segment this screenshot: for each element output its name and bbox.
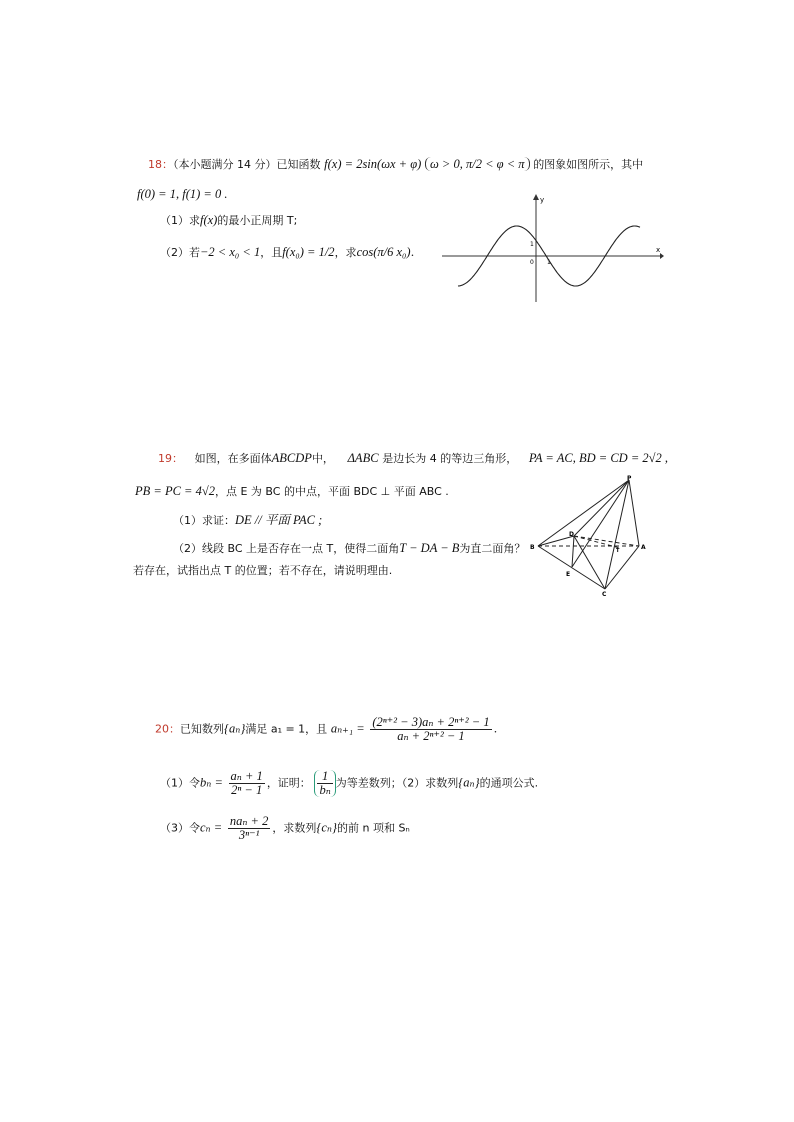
vertex-T: T	[616, 548, 620, 554]
q19-eq1: PA = AC, BD = CD = 2√2 ,	[528, 451, 668, 465]
q20-cn-fraction	[228, 815, 271, 842]
q18-p2-mid: ，且	[260, 246, 283, 259]
q18-p2-range: −2 < x₀ < 1	[200, 245, 261, 259]
q20-p3-tail: ，求数列	[272, 821, 317, 835]
q19-line2	[135, 483, 449, 500]
q20-p3-end: 的前 n 项和 Sₙ	[336, 821, 410, 835]
q18-p2-prefix: （2）若	[160, 246, 200, 259]
q19-triangle: ΔABC	[347, 451, 379, 465]
q20-cn: cₙ =	[200, 820, 223, 835]
edge-BP	[538, 480, 629, 546]
edge-DC	[574, 536, 605, 589]
q19-eq2: PB = PC = 4√2	[135, 484, 215, 498]
edge-CP	[605, 480, 629, 589]
q20-frac-num: (2ⁿ⁺² − 3)aₙ + 2ⁿ⁺² − 1	[372, 715, 490, 729]
q20-arith: 为等差数列；（2）求数列	[335, 776, 459, 790]
q19-p2-expr: T − DA − B	[399, 541, 460, 555]
q18-tail: 的图象如图所示，其中	[533, 158, 644, 171]
q19-line1	[158, 450, 668, 467]
q20-inv-den: bₙ	[319, 783, 331, 797]
q20-p3: （3）令	[160, 821, 200, 835]
q20-bn: bₙ =	[200, 775, 223, 790]
origin-label: 0	[530, 259, 534, 266]
sine-graph	[440, 192, 665, 307]
q20-cn-den: 3ⁿ⁻¹	[238, 828, 260, 842]
q18-lead: （本小题满分 14 分）已知函数	[173, 158, 321, 171]
q20-frac-den: aₙ + 2ⁿ⁺² − 1	[397, 729, 465, 743]
edge-DA-hidden	[574, 536, 639, 546]
q18-p1-prefix: （1）求	[160, 214, 200, 227]
q20-bn-fraction	[229, 770, 265, 797]
q20-seq2: {aₙ}	[458, 775, 480, 790]
q18-condition: ω > 0, π/2 < φ < π	[425, 157, 530, 171]
vertex-B: B	[530, 544, 535, 551]
tick-1-x-label: 1	[547, 259, 551, 266]
q20-cond: 满足 a₁ = 1，且	[245, 722, 328, 736]
q20-part3	[160, 815, 410, 842]
q18-given: f(0) = 1, f(1) = 0 .	[137, 187, 228, 201]
q19-part1	[173, 512, 322, 529]
q19-part2	[173, 540, 525, 557]
q20-end: .	[493, 721, 498, 736]
q20-inv-num: 1	[317, 770, 332, 784]
q20-lead: 已知数列	[180, 722, 224, 736]
q20-seq3: {cₙ}	[316, 820, 337, 835]
q18-function: f(x) = 2sin(ωx + φ)	[324, 157, 422, 171]
q20-prove: ，证明：	[266, 776, 311, 790]
q19-mid: 中，	[311, 452, 334, 465]
q20-inverse-seq	[314, 770, 335, 797]
edge-BC	[538, 546, 605, 589]
edge-DP	[574, 480, 629, 536]
q18-p1-suffix: 的最小正周期 T;	[217, 214, 298, 227]
q19-number: 19：	[158, 452, 183, 465]
vertex-E: E	[566, 571, 571, 578]
q20-line1	[155, 716, 497, 743]
q19-solid: ABCDP	[271, 451, 312, 465]
x-axis-arrow-icon	[660, 253, 664, 259]
q20-bn-den: 2ⁿ − 1	[231, 783, 263, 797]
vertex-D: D	[569, 531, 574, 538]
q18-p2-target: cos(π/6 x₀)	[356, 245, 411, 259]
q19-line2-rest: ，点 E 为 BC 的中点，平面 BDC ⊥ 平面 ABC .	[214, 485, 449, 498]
q20-p1: （1）令	[160, 776, 200, 790]
q18-line1	[148, 156, 643, 173]
edge-EP	[572, 480, 629, 567]
q19-part2-line2: 若存在，试指出点 T 的位置；若不存在，请说明理由.	[133, 564, 393, 577]
q19-p2: （2）线段 BC 上是否存在一点 T，使得二面角	[173, 542, 400, 555]
q19-p1-expr: DE // 平面 PAC ;	[235, 513, 323, 527]
q19-p2-end: 为直二面角？	[459, 542, 526, 555]
q20-general: 的通项公式.	[479, 776, 539, 790]
q18-part1	[160, 212, 297, 229]
x-axis-label: x	[656, 246, 661, 254]
vertex-P: P	[627, 475, 632, 482]
q19-p1: （1）求证：	[173, 514, 235, 527]
q20-bn-num: aₙ + 1	[230, 769, 263, 783]
q20-number: 20：	[155, 722, 180, 736]
q19-lead: 如图，在多面体	[194, 452, 272, 465]
y-axis-arrow-icon	[533, 194, 539, 200]
q20-part1	[160, 770, 538, 797]
q20-seq: {aₙ}	[224, 721, 246, 736]
q18-p2-eq: f(x₀) = 1/2	[282, 245, 335, 259]
polyhedron-figure	[528, 472, 653, 597]
q18-part2	[160, 244, 414, 261]
q18-number: 18：	[148, 158, 173, 171]
edge-DE	[572, 536, 574, 567]
edge-PA	[629, 480, 639, 546]
q18-p2-end: .	[410, 245, 415, 259]
tick-1-y-label: 1	[530, 241, 534, 248]
q18-p2-ask: ，求	[334, 246, 357, 259]
q18-p1-expr: f(x)	[200, 213, 218, 227]
q20-lhs: aₙ₊₁ =	[330, 721, 365, 736]
q20-cn-num: naₙ + 2	[229, 814, 269, 828]
vertex-A: A	[641, 544, 646, 551]
y-axis-label: y	[540, 196, 545, 204]
vertex-C: C	[602, 591, 607, 597]
q20-recurrence-fraction	[370, 716, 491, 743]
q20-inverse-fraction	[317, 770, 332, 797]
q19-desc: 是边长为 4 的等边三角形，	[382, 452, 518, 465]
